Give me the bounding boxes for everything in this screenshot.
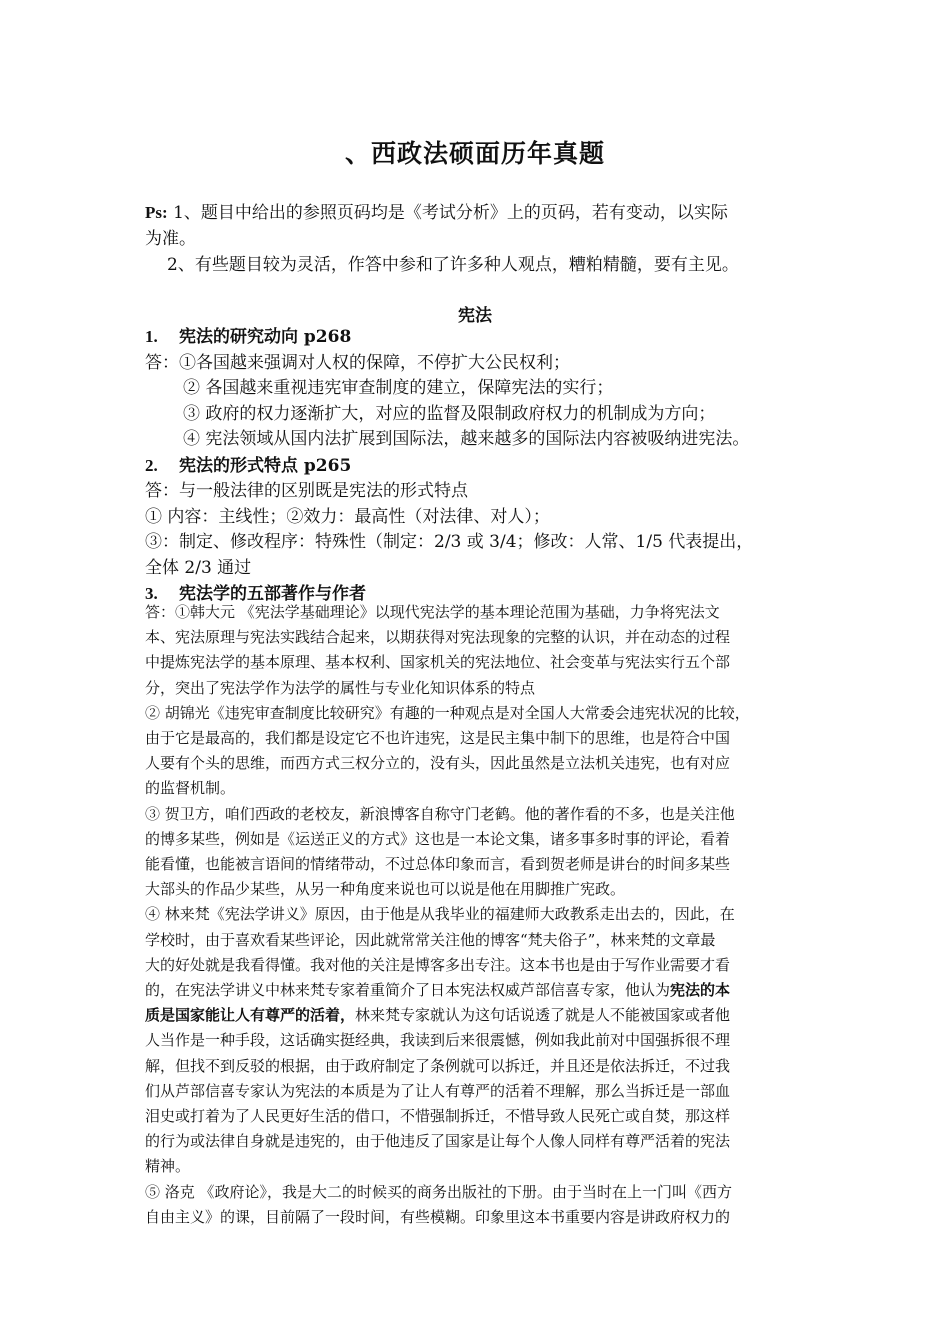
answer-1-line: ③ 政府的权力逐渐扩大，对应的监督及限制政府权力的机制成为方向；: [183, 403, 716, 424]
answer-1-line: 答：①各国越来强调对人权的保障，不停扩大公民权利；: [145, 352, 570, 373]
question-1-heading: [145, 324, 815, 351]
answer-3-line: 人要有个头的思维，而西方式三权分立的，没有头，因此虽然是立法机关违宪，也有对应: [145, 754, 731, 773]
answer-1-line: ② 各国越来重视违宪审查制度的建立，保障宪法的实行；: [183, 378, 614, 398]
question-1-title: 宪法的研究动向 p268: [179, 327, 352, 347]
answer-3-body: [145, 600, 815, 1230]
answer-3-line: [145, 1003, 815, 1028]
answer-3-line: 解，但找不到反驳的根据，由于政府制定了条例就可以拆迁，并且还是依法拆迁，不过我: [145, 1056, 731, 1075]
answer-3-line: 能看懂，也能被言语间的情绪带动，不过总体印象而言，看到贺老师是讲台的时间多某些: [145, 855, 731, 874]
answer-3-line: 的行为或法律自身就是违宪的，由于他违反了国家是让每个人像人同样有尊严活着的宪法: [145, 1132, 731, 1151]
answer-3-line: 大部头的作品少某些，从另一种角度来说也可以说是他在用脚推广宪政。: [145, 880, 626, 899]
answer-3-line: 由于它是最高的，我们都是设定它不也许违宪，这是民主集中制下的思维，也是符合中国: [145, 729, 731, 748]
answer-3-line: 本、宪法原理与宪法实践结合起来，以期获得对宪法现象的完整的认识，并在动态的过程: [145, 628, 731, 647]
answer-3-line: 的监督机制。: [145, 779, 236, 798]
answer-3-bold-text: 宪法的本: [670, 981, 731, 1000]
answer-3-text: 的，在宪法学讲义中林来梵专家着重简介了日本宪法权威芦部信喜专家，他认为: [145, 981, 671, 1000]
answer-2-line: ① 内容：主线性；②效力：最高性（对法律、对人）；: [145, 506, 550, 527]
answer-2-line: ③：制定、修改程序：特殊性（制定：2/3 或 3/4；修改：人常、1/5 代表提出，: [145, 532, 754, 552]
ps-line-1b: 为准。: [145, 229, 196, 249]
page-title: 、西政法硕面历年真题: [344, 139, 605, 168]
answer-3-line: ③ 贺卫方，咱们西政的老校友，新浪博客自称守门老鹤。他的著作看的不多，也是关注他: [145, 804, 735, 823]
answer-3-line: 大的好处就是我看得懂。我对他的关注是博客多出专注。这本书也是由于写作业需要才看: [145, 955, 731, 974]
answer-3-line: [145, 978, 815, 1003]
answer-3-text: 林来梵专家就认为这句话说透了就是人不能被国家或者他: [355, 1006, 731, 1025]
question-2-heading: [145, 453, 815, 480]
answer-3-line: 人当作是一种手段，这话确实挺经典，我读到后来很震憾，例如我此前对中国强拆很不理: [145, 1031, 731, 1050]
answer-3-line: 们从芦部信喜专家认为宪法的本质是为了让人有尊严的活着不理解，那么当拆迁是一部血: [145, 1081, 731, 1100]
question-2-number: 2.: [145, 455, 158, 475]
ps-line-2: 2、有些题目较为灵活，作答中参和了许多种人观点，糟粕精髓，要有主见。: [167, 255, 739, 275]
answer-1-line: ④ 宪法领域从国内法扩展到国际法，越来越多的国际法内容被吸纳进宪法。: [183, 429, 750, 449]
answer-3-bold-text: 质是国家能让人有尊严的活着，: [145, 1006, 356, 1025]
ps-line-1-text: 1、题目中给出的参照页码均是《考试分析》上的页码，若有变动，以实际: [173, 203, 728, 223]
question-2-title: 宪法的形式特点 p265: [179, 455, 352, 476]
questions-1-2: [145, 324, 815, 608]
ps-note: [145, 200, 815, 278]
answer-3-line: 中提炼宪法学的基本原理、基本权利、国家机关的宪法地位、社会变革与宪法实行五个部: [145, 653, 731, 672]
answer-3-line: ④ 林来梵《宪法学讲义》原因，由于他是从我毕业的福建师大政教系走出去的，因此，在: [145, 905, 735, 924]
answer-2-line: 全体 2/3 通过: [145, 557, 252, 578]
answer-3-line: 的博多某些，例如是《运送正义的方式》这也是一本论文集，诸多事多时事的评论，看着: [145, 829, 731, 848]
answer-2-line: 答：与一般法律的区别既是宪法的形式特点: [145, 481, 468, 501]
ps-line-1: [145, 200, 815, 226]
section-heading: 宪法: [458, 306, 492, 326]
question-1-number: 1.: [145, 327, 158, 346]
ps-label: Ps:: [145, 203, 168, 222]
question-3-number: 3.: [145, 584, 158, 603]
answer-3-line: 泪史或打着为了人民更好生活的借口，不惜强制拆迁，不惜导致人民死亡或自焚，那这样: [145, 1107, 731, 1126]
answer-3-line: ② 胡锦光《违宪审查制度比较研究》有趣的一种观点是对全国人大常委会违宪状况的比较，: [145, 703, 750, 722]
answer-3-line: ⑤ 洛克 《政府论》，我是大二的时候买的商务出版社的下册。由于当时在上一门叫《西方: [145, 1182, 733, 1201]
answer-3-line: 学校时，由于喜欢看某些评论，因此就常常关注他的博客“梵夫俗子”，林来梵的文章最: [145, 930, 716, 949]
answer-3-line: 答：①韩大元 《宪法学基础理论》以现代宪法学的基本理论范围为基础，力争将宪法文: [145, 603, 720, 621]
answer-3-line: 分，突出了宪法学作为法学的属性与专业化知识体系的特点: [145, 678, 536, 697]
question-3-title: 宪法学的五部著作与作者: [179, 584, 366, 604]
answer-3-line: 自由主义》的课，目前隔了一段时间，有些模糊。印象里这本书重要内容是讲政府权力的: [145, 1207, 731, 1226]
answer-3-line: 精神。: [145, 1157, 191, 1176]
